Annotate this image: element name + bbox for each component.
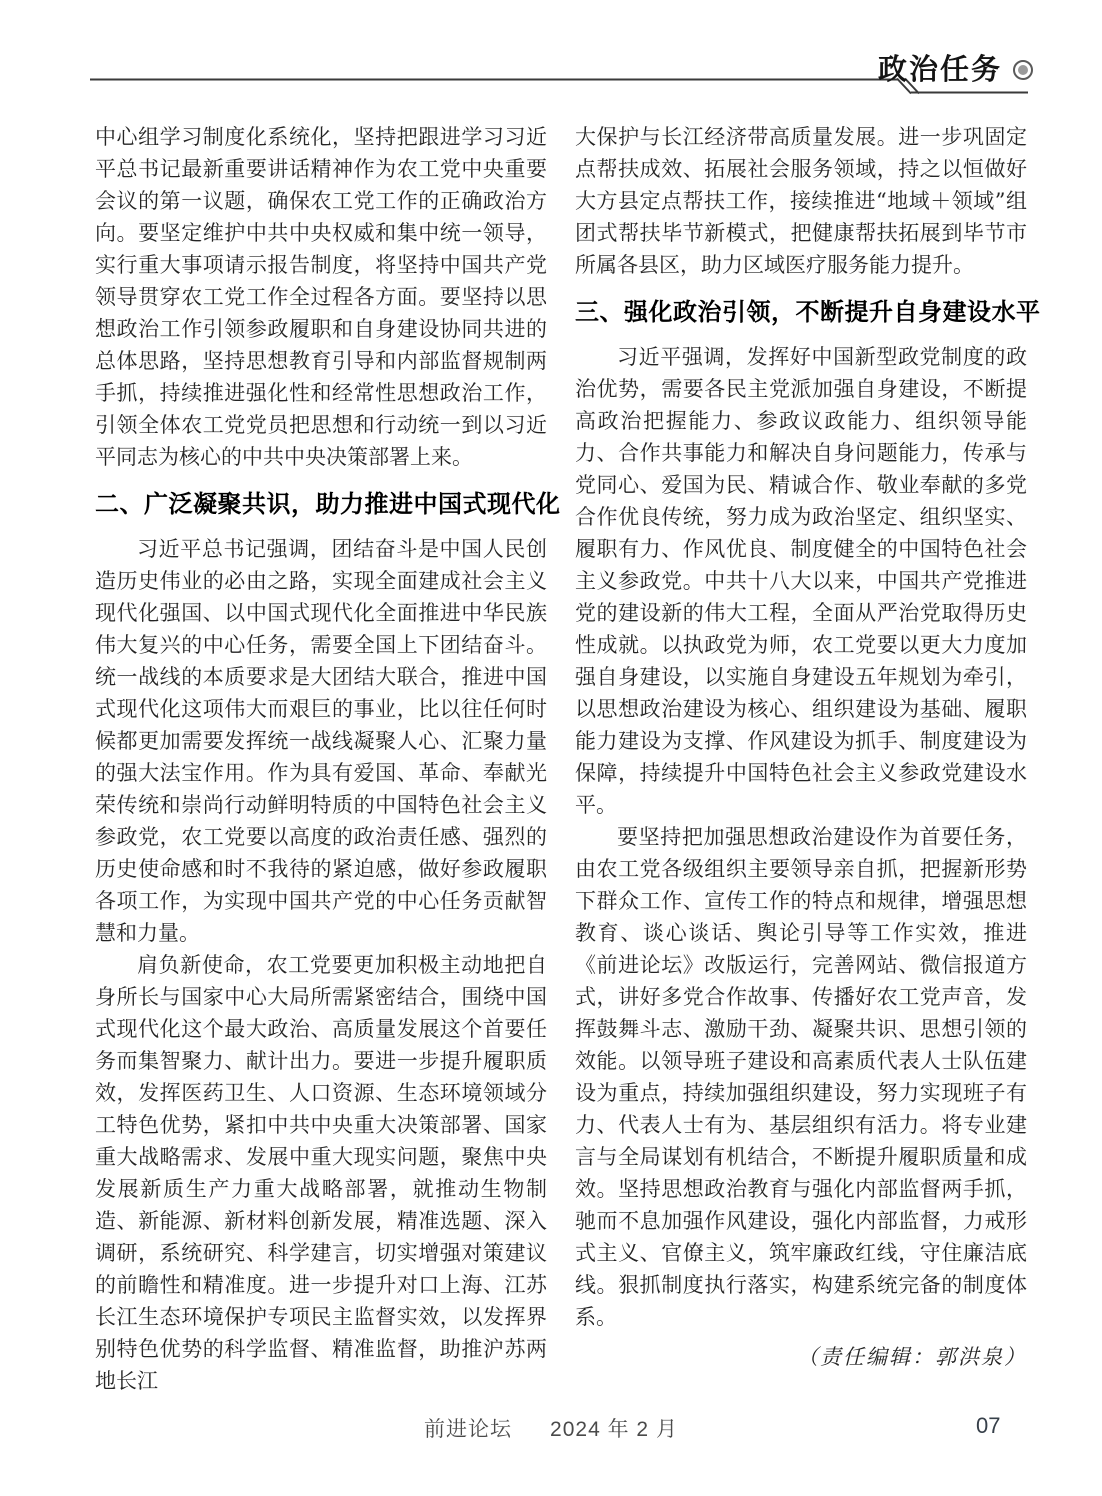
journal-name: 前进论坛	[424, 1418, 513, 1441]
section3-paragraph-1: 习近平强调，发挥好中国新型政党制度的政治优势，需要各民主党派加强自身建设，不断提高政治把握能力、参政议政能力、组织领导能力、合作共事能力和解决自身问题能力，传承与党同心、爱国为民、精诚合作、敬业奉献的多党合作优良传统，努力成为政治坚定、组织坚实、履职有力、作风优良、制度健全的中国特色社会主义参政党。中共十八大以来，中国共产党推进党的建设新的伟大工程，全面从严治党取得历史性成就。以执政党为师，农工党要以更大力度加强自身建设，以实施自身建设五年规划为牵引，以思想政治建设为核心、组织建设为基础、履职能力建设为支撑、作风建设为抓手、制度建设为保障，持续提升中国特色社会主义参政党建设水平。	[575, 345, 1027, 817]
right-column	[575, 121, 1041, 1373]
bullseye-icon	[1013, 60, 1033, 80]
intro-paragraph: 中心组学习制度化系统化，坚持把跟进学习习近平总书记最新重要讲话精神作为农工党中央重要会议的第一议题，确保农工党工作的正确政治方向。要坚定维护中共中央权威和集中统一领导，实行重大事项请示报告制度，将坚持中国共产党领导贯穿农工党工作全过程各方面。要坚持以思想政治工作引领参政履职和自身建设协同共进的总体思路，坚持思想教育引导和内部监督规制两手抓，持续推进强化性和经常性思想政治工作，引领全体农工党党员把思想和行动统一到以习近平同志为核心的中共中央决策部署上来。	[95, 125, 547, 469]
left-column	[95, 121, 561, 1397]
page-number: 07	[976, 1413, 1001, 1438]
issue-date: 2024 年 2 月	[550, 1418, 678, 1441]
section-heading-3: 三、强化政治引领，不断提升自身建设水平	[575, 299, 1041, 326]
section2-paragraph-1: 习近平总书记强调，团结奋斗是中国人民创造历史伟业的必由之路，实现全面建成社会主义现代化强国、以中国式现代化全面推进中华民族伟大复兴的中心任务，需要全国上下团结奋斗。统一战线的本质要求是大团结大联合，推进中国式现代化这项伟大而艰巨的事业，比以往任何时候都更加需要发挥统一战线凝聚人心、汇聚力量的强大法宝作用。作为具有爱国、革命、奉献光荣传统和崇尚行动鲜明特质的中国特色社会主义参政党，农工党要以高度的政治责任感、强烈的历史使命感和时不我待的紧迫感，做好参政履职各项工作，为实现中国共产党的中心任务贡献智慧和力量。	[95, 537, 547, 945]
section3-paragraph-2: 要坚持把加强思想政治建设作为首要任务，由农工党各级组织主要领导亲自抓，把握新形势下群众工作、宣传工作的特点和规律，增强思想教育、谈心谈话、舆论引导等工作实效，推进《前进论坛》改版运行，完善网站、微信报道方式，讲好多党合作故事、传播好农工党声音，发挥鼓舞斗志、激励干劲、凝聚共识、思想引领的效能。以领导班子建设和高素质代表人士队伍建设为重点，持续加强组织建设，努力实现班子有力、代表人士有为、基层组织有活力。将专业建言与全局谋划有机结合，不断提升履职质量和成效。坚持思想政治教育与强化内部监督两手抓，驰而不息加强作风建设，强化内部监督，力戒形式主义、官僚主义，筑牢廉政红线，守住廉洁底线。狠抓制度执行落实，构建系统完备的制度体系。	[575, 825, 1027, 1329]
section-heading-2: 二、广泛凝聚共识，助力推进中国式现代化	[95, 491, 561, 518]
section-label: 政治任务	[877, 54, 1002, 86]
bullseye-icon-dot	[1018, 65, 1028, 75]
page-footer	[0, 1413, 1102, 1443]
continuation-paragraph: 大保护与长江经济带高质量发展。进一步巩固定点帮扶成效、拓展社会服务领域，持之以恒做好大方县定点帮扶工作，接续推进“地域＋领域”组团式帮扶毕节新模式，把健康帮扶拓展到毕节市所属各县区，助力区域医疗服务能力提升。	[575, 125, 1027, 277]
header-section-tag	[878, 52, 1033, 88]
section2-paragraph-2: 肩负新使命，农工党要更加积极主动地把自身所长与国家中心大局所需紧密结合，围绕中国式现代化这个最大政治、高质量发展这个首要任务而集智聚力、献计出力。要进一步提升履职质效，发挥医药卫生、人口资源、生态环境领域分工特色优势，紧扣中共中央重大决策部署、国家重大战略需求、发展中重大现实问题，聚焦中央发展新质生产力重大战略部署，就推动生物制造、新能源、新材料创新发展，精准选题、深入调研，系统研究、科学建言，切实增强对策建议的前瞻性和精准度。进一步提升对口上海、江苏长江生态环境保护专项民主监督实效，以发挥界别特色优势的科学监督、精准监督，助推沪苏两地长江	[95, 953, 547, 1393]
editor-credit: （责任编辑：郭洪泉）	[797, 1345, 1027, 1369]
